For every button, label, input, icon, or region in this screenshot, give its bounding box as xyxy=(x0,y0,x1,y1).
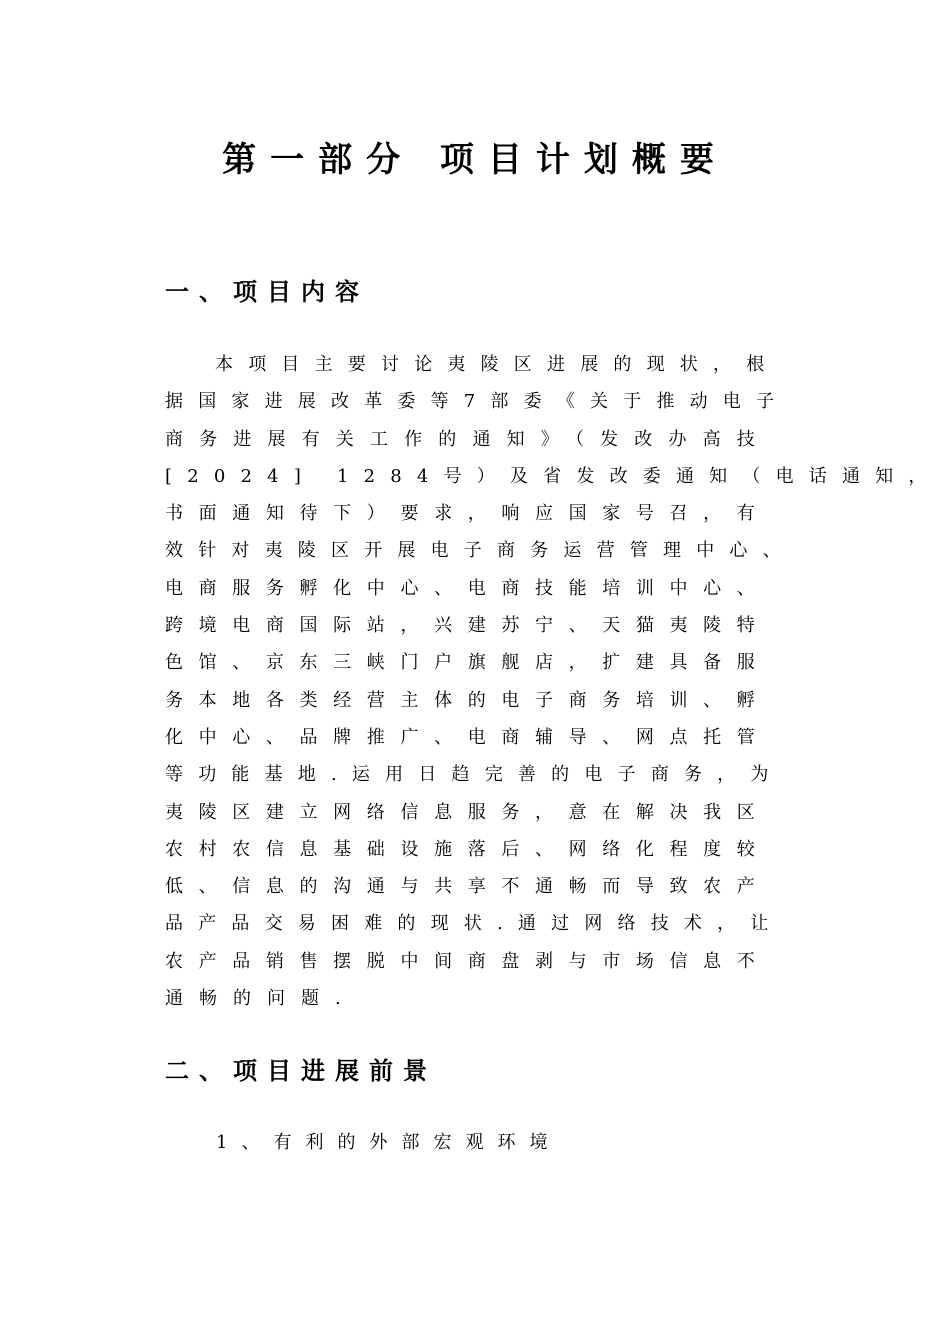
paragraph-line: 色馆、京东三峡门户旗舰店，扩建具备服 xyxy=(165,652,770,674)
paragraph-line: 低、信息的沟通与共享不通畅而导致农产 xyxy=(165,876,770,898)
paragraph-line: 通畅的问题. xyxy=(165,988,357,1010)
section-body-paragraph xyxy=(165,346,942,1017)
paragraph-line: 本项目主要讨论夷陵区进展的现状，根 xyxy=(215,354,780,375)
subsection-heading: 1、有利的外部宏观环境 xyxy=(216,1132,562,1153)
document-title: 第一部分 项目计划概要 xyxy=(222,140,728,180)
paragraph-line: 效针对夷陵区开展电子商务运营管理中心、 xyxy=(165,540,796,562)
paragraph-line: [2024] 1284号）及省发改委通知（电话通知， xyxy=(165,465,942,487)
paragraph-line: 品产品交易困难的现状.通过网络技术，让 xyxy=(165,913,784,935)
paragraph-line: 商务进展有关工作的通知》（发改办高技 xyxy=(165,428,770,450)
paragraph-line: 农村农信息基础设施落后、网络化程度较 xyxy=(165,838,770,860)
section-heading-project-prospects: 二、项目进展前景 xyxy=(165,1057,437,1085)
paragraph-line: 化中心、品牌推广、电商辅导、网点托管 xyxy=(165,726,770,748)
paragraph-line: 务本地各类经营主体的电子商务培训、孵 xyxy=(165,689,770,711)
paragraph-line: 据国家进展改革委等7部委《关于推动电子 xyxy=(165,391,790,413)
paragraph-line: 跨境电商国际站，兴建苏宁、天猫夷陵特 xyxy=(165,615,770,637)
paragraph-line: 书面通知待下）要求，响应国家号召，有 xyxy=(165,503,770,525)
paragraph-line: 农产品销售摆脱中间商盘剥与市场信息不 xyxy=(165,950,770,972)
paragraph-line: 电商服务孵化中心、电商技能培训中心、 xyxy=(165,577,770,599)
section-heading-project-content: 一、项目内容 xyxy=(165,278,369,306)
paragraph-line: 夷陵区建立网络信息服务，意在解决我区 xyxy=(165,801,770,823)
paragraph-line: 等功能基地.运用日趋完善的电子商务，为 xyxy=(165,764,784,786)
